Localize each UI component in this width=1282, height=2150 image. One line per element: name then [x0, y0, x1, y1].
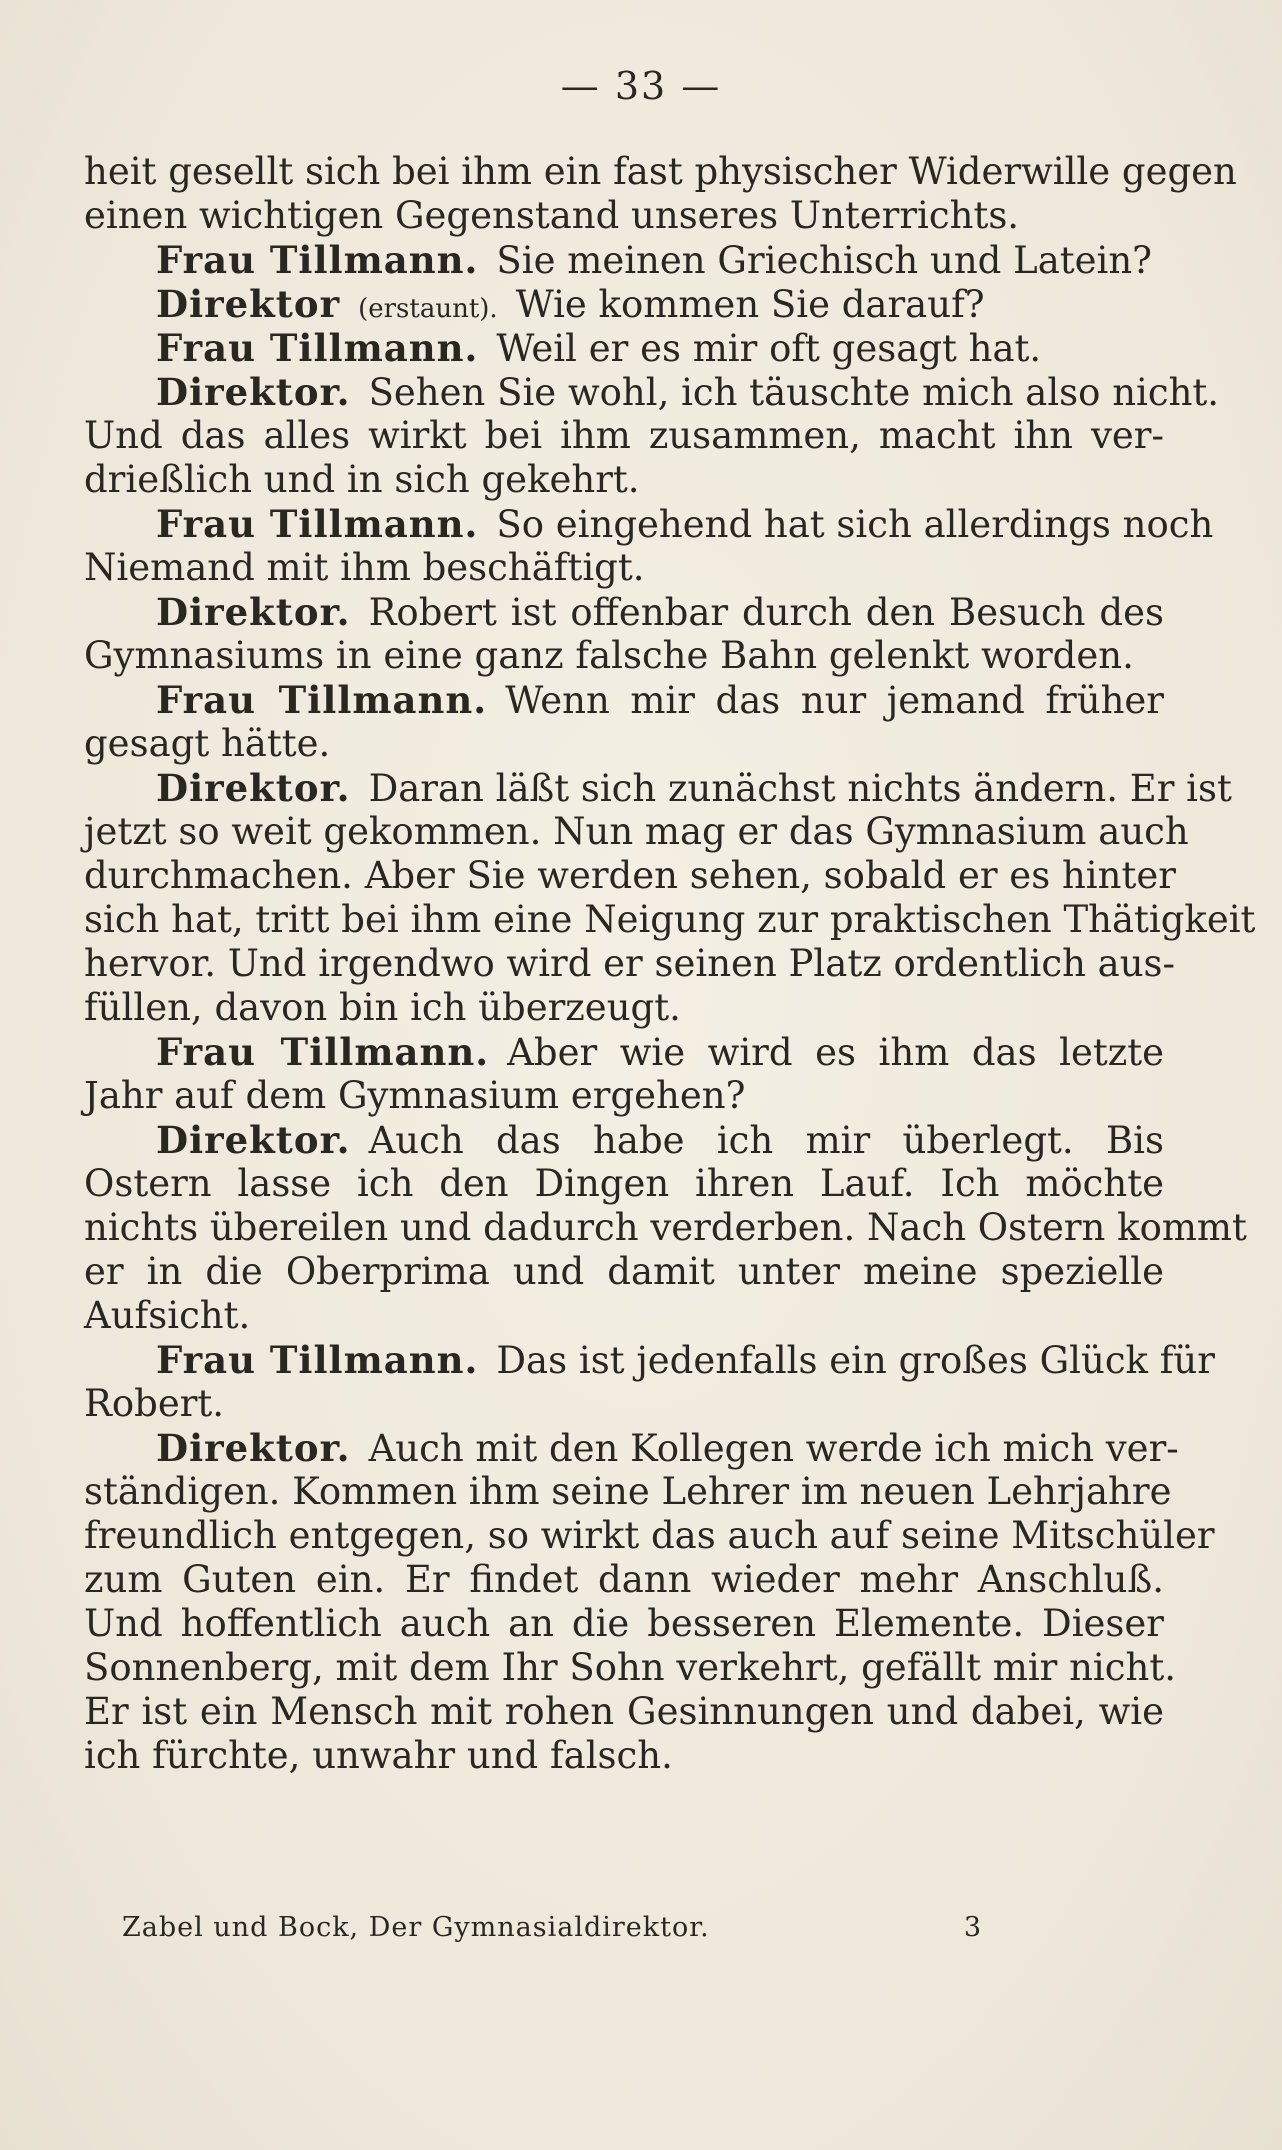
text-line [84, 326, 1164, 370]
line-text: Und hoffentlich auch an die besseren Elemente. Dieser [84, 1602, 1164, 1645]
text-line [84, 194, 1164, 238]
line-text: Robert. [84, 1382, 225, 1425]
text-line [84, 1426, 1179, 1470]
text-line [84, 678, 1164, 722]
speaker-name: Direktor. [156, 370, 351, 414]
line-text: nichts übereilen und dadurch verderben. Nach Ostern kommt [84, 1206, 1247, 1249]
stage-direction: (erstaunt). [358, 294, 498, 324]
speaker-name: Direktor. [156, 590, 351, 634]
line-text: Das ist jedenfalls ein großes Glück für [496, 1339, 1215, 1382]
text-line [84, 1514, 1215, 1558]
line-text: jetzt so weit gekommen. Nun mag er das Gymnasium auch [84, 810, 1189, 853]
line-text: zum Guten ein. Er findet dann wieder mehr Anschluß. [84, 1558, 1164, 1601]
line-text: Wie kommen Sie darauf? [515, 283, 985, 326]
speaker-name: Frau Tillmann. [156, 678, 488, 722]
line-text: füllen, davon bin ich überzeugt. [84, 986, 681, 1029]
speaker-name: Frau Tillmann. [156, 502, 479, 546]
line-text: Jahr auf dem Gymnasium ergehen? [84, 1074, 746, 1117]
line-text: er in die Oberprima und damit unter meine spezielle [84, 1250, 1164, 1293]
footer-signature: Zabel und Bock, Der Gymnasialdirektor. [122, 1912, 710, 1943]
speaker-name: Direktor [156, 282, 341, 326]
line-text: Sonnenberg, mit dem Ihr Sohn verkehrt, gefällt mir nicht. [84, 1646, 1176, 1689]
line-text: ich fürchte, unwahr und falsch. [84, 1734, 673, 1777]
line-text: freundlich entgegen, so wirkt das auch auf seine Mitschüler [84, 1514, 1215, 1557]
text-line [84, 854, 1176, 898]
text-line [84, 1470, 1172, 1514]
sheet-number: 3 [963, 1912, 982, 1943]
text-line [84, 1558, 1164, 1602]
text-line [84, 1250, 1164, 1294]
text-line [84, 1162, 1164, 1206]
speaker-name: Direktor. [156, 1426, 351, 1470]
text-line [84, 238, 1164, 282]
line-text: Aber wie wird es ihm das letzte [507, 1031, 1164, 1074]
line-text: Er ist ein Mensch mit rohen Gesinnungen und dabei, wie [84, 1690, 1164, 1733]
line-text: Auch das habe ich mir überlegt. Bis [368, 1119, 1164, 1162]
line-text: gesagt hätte. [84, 722, 331, 765]
text-line [84, 1118, 1164, 1162]
text-line [84, 590, 1164, 634]
text-line [84, 810, 1189, 854]
line-text: hervor. Und irgendwo wird er seinen Platz ordentlich aus- [84, 942, 1176, 985]
text-line [84, 634, 1164, 678]
dialogue-text [84, 150, 1256, 1778]
text-line [84, 414, 1164, 458]
speaker-name: Direktor. [156, 1118, 351, 1162]
line-text: durchmachen. Aber Sie werden sehen, sobald er es hinter [84, 854, 1176, 897]
line-text: Ostern lasse ich den Dingen ihren Lauf. Ich möchte [84, 1162, 1164, 1205]
text-line [84, 722, 1164, 766]
text-line [84, 1294, 1164, 1338]
text-line [84, 1206, 1247, 1250]
text-line [84, 1646, 1176, 1690]
text-line [84, 986, 1164, 1030]
line-text: Auch mit den Kollegen werde ich mich ver- [368, 1427, 1179, 1470]
line-text: drießlich und in sich gekehrt. [84, 458, 640, 501]
line-text: Daran läßt sich zunächst nichts ändern. Er ist [368, 767, 1232, 810]
text-line [84, 898, 1256, 942]
text-line [84, 546, 1164, 590]
text-line [84, 1074, 1164, 1118]
text-line [84, 282, 1164, 326]
line-text: Gymnasiums in eine ganz falsche Bahn gelenkt worden. [84, 634, 1134, 677]
line-text: So eingehend hat sich allerdings noch [496, 503, 1214, 546]
text-line [84, 1030, 1164, 1074]
text-line [84, 1382, 1164, 1426]
line-text: Wenn mir das nur jemand früher [505, 679, 1164, 722]
page-number: — 33 — [560, 64, 722, 108]
line-text: Niemand mit ihm beschäftigt. [84, 546, 645, 589]
speaker-name: Frau Tillmann. [156, 1030, 490, 1074]
text-line [84, 370, 1220, 414]
text-line [84, 766, 1232, 810]
line-text: Sehen Sie wohl, ich täuschte mich also nicht. [368, 371, 1220, 414]
text-line [84, 502, 1214, 546]
line-text: einen wichtigen Gegenstand unseres Unterrichts. [84, 194, 1020, 237]
speaker-name: Frau Tillmann. [156, 326, 479, 370]
line-text: Aufsicht. [84, 1294, 251, 1337]
text-line [84, 1690, 1164, 1734]
speaker-name: Frau Tillmann. [156, 1338, 479, 1382]
line-text: Und das alles wirkt bei ihm zusammen, macht ihn ver- [84, 414, 1164, 457]
text-line [84, 458, 1164, 502]
text-line [84, 942, 1176, 986]
line-text: Weil er es mir oft gesagt hat. [496, 327, 1042, 370]
line-text: ständigen. Kommen ihm seine Lehrer im neuen Lehrjahre [84, 1470, 1172, 1513]
text-line [84, 1602, 1164, 1646]
text-line [84, 1338, 1215, 1382]
line-text: sich hat, tritt bei ihm eine Neigung zur praktischen Thätigkeit [84, 898, 1256, 941]
line-text: Sie meinen Griechisch und Latein? [496, 239, 1153, 282]
text-line [84, 1734, 1164, 1778]
speaker-name: Direktor. [156, 766, 351, 810]
text-line [84, 150, 1237, 194]
line-text: heit gesellt sich bei ihm ein fast physischer Widerwille gegen [84, 150, 1237, 193]
speaker-name: Frau Tillmann. [156, 238, 479, 282]
line-text: Robert ist offenbar durch den Besuch des [368, 591, 1164, 634]
